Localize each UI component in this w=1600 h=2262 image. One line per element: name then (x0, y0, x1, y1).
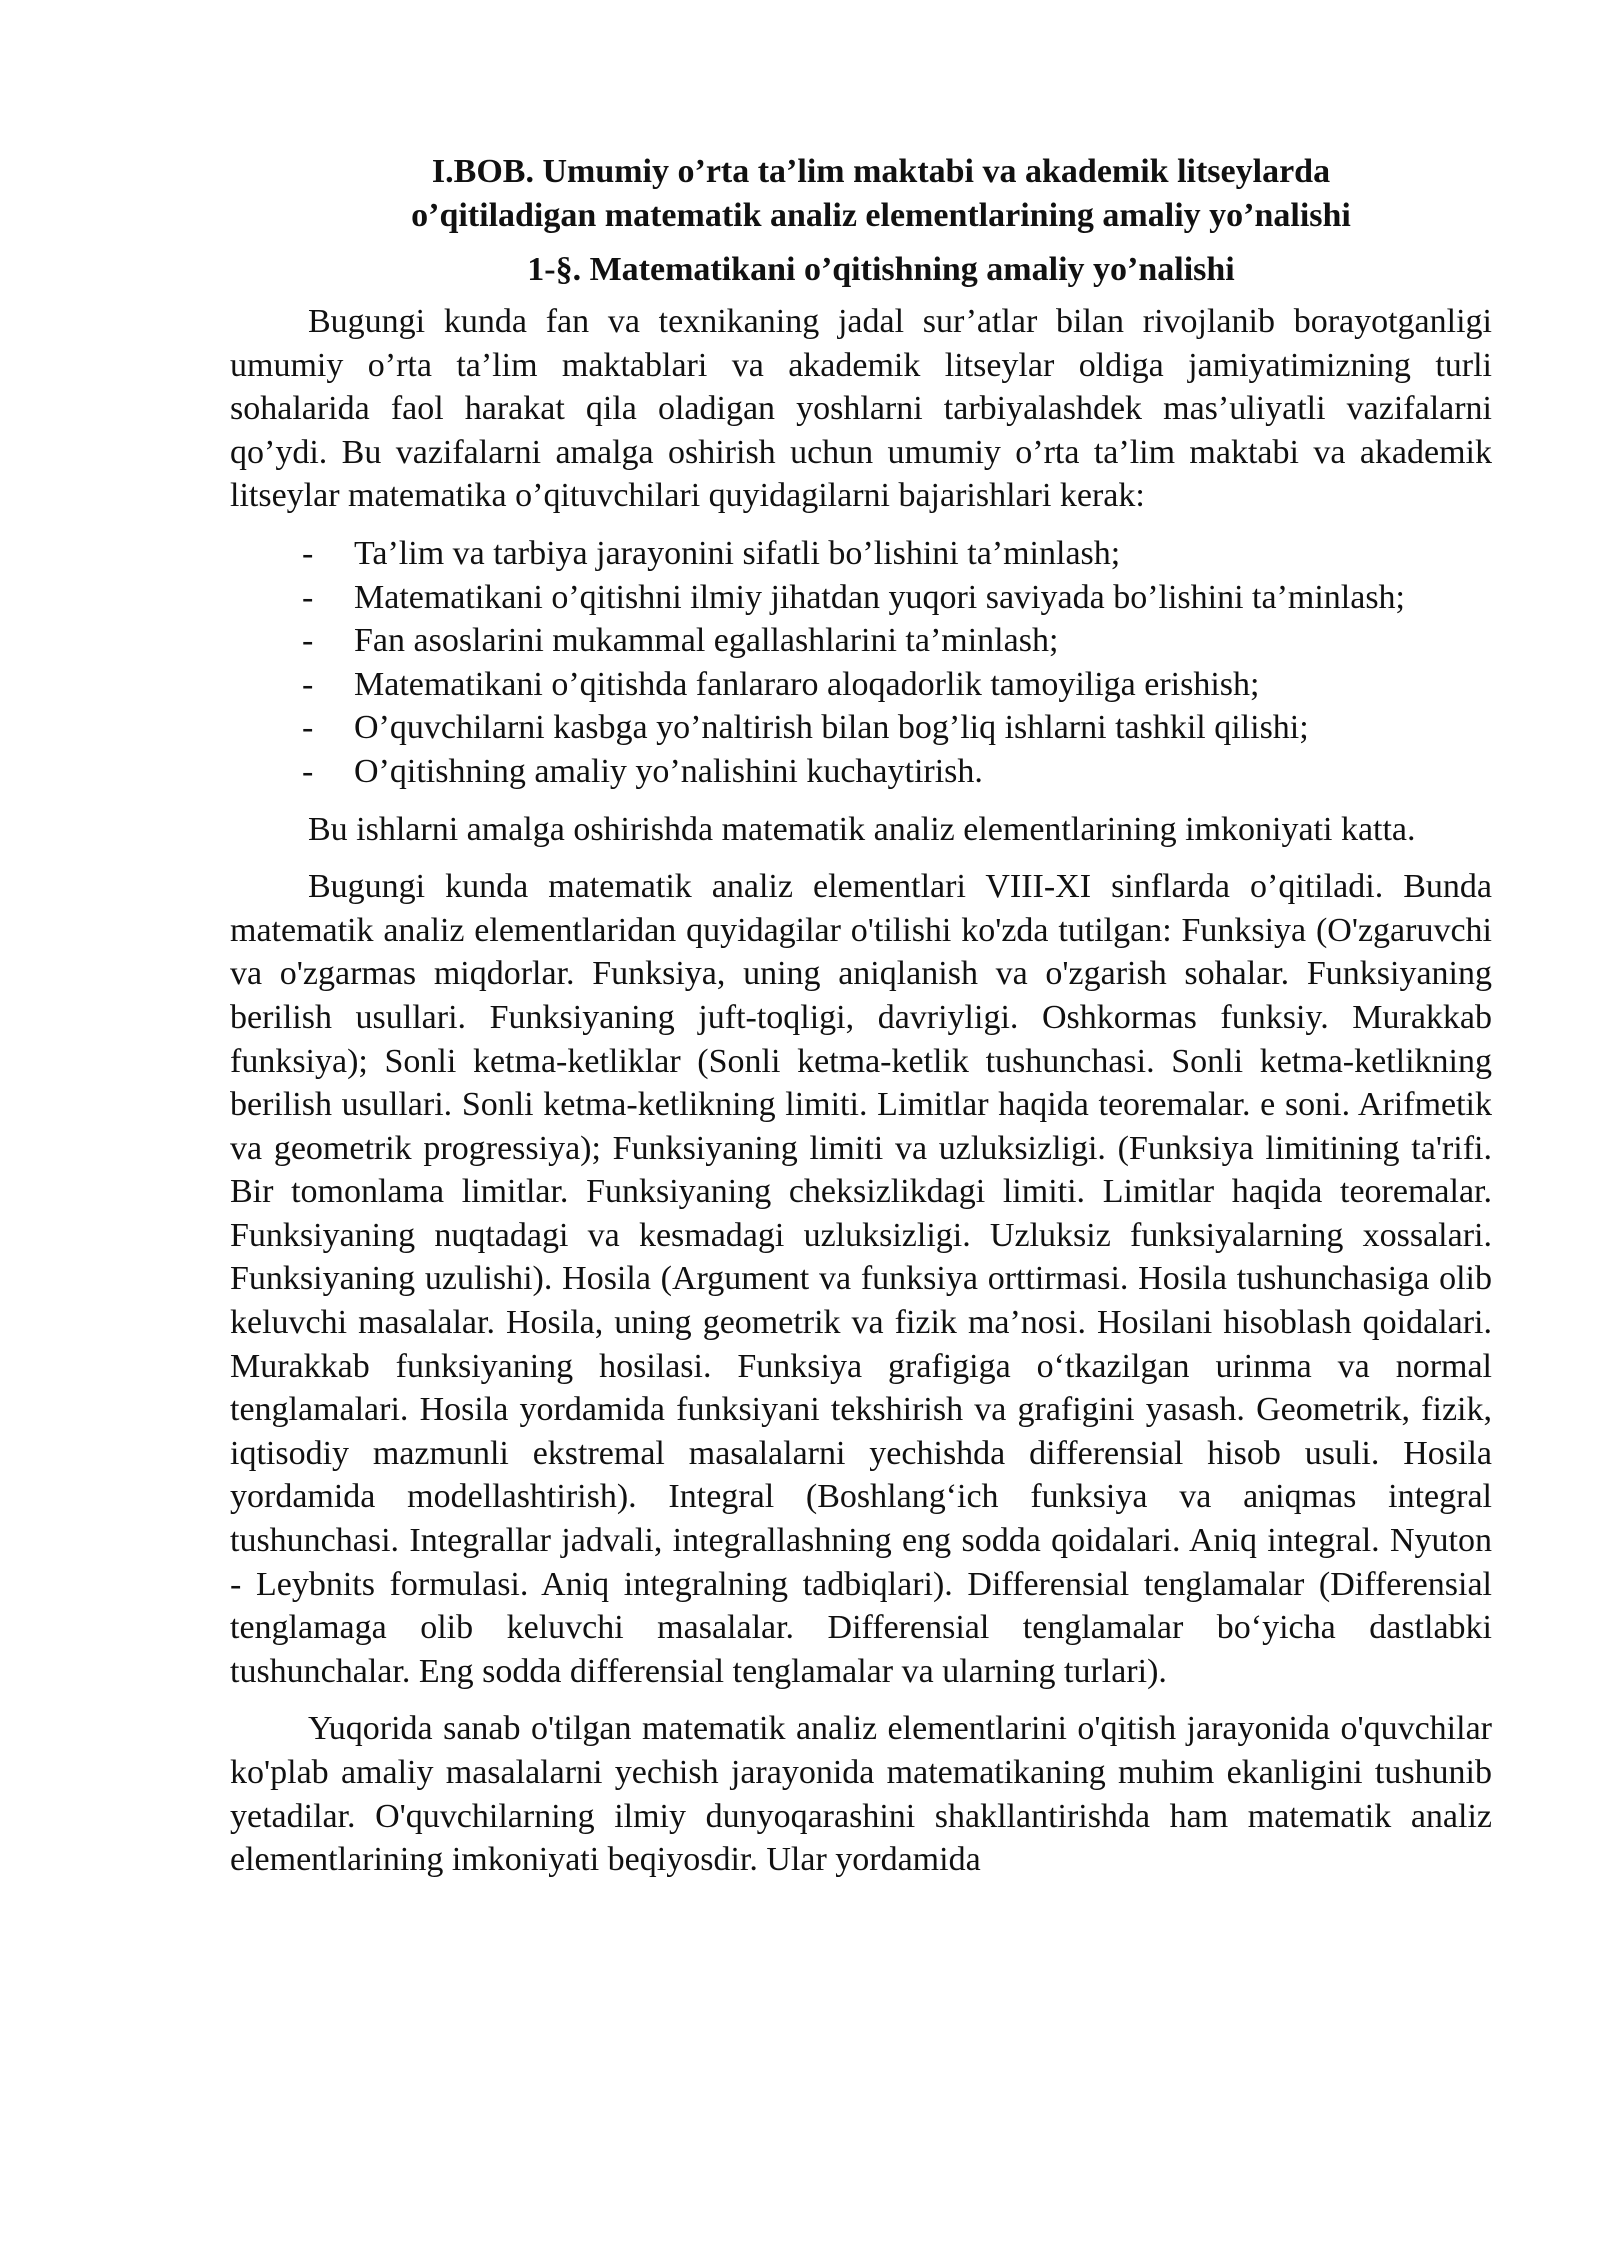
list-dash: - (302, 665, 314, 703)
paragraph-opportunity: Bu ishlarni amalga oshirishda matematik analiz elementlarining imkoniyati katta. (308, 810, 1416, 848)
list-item (302, 706, 1492, 750)
chapter-title (230, 150, 1492, 238)
chapter-title-line-1: I.BOB. Umumiy o’rta ta’lim maktabi va akademik litseylarda (431, 153, 1331, 190)
paragraph-curriculum: Bugungi kunda matematik analiz elementlari VIII-XI sinflarda o’qitiladi. Bunda matematik analiz elementlaridan quyidagilar o'tilishi ko'zda tutilgan: Funksiya (O'zgaruvchi va o'zgarmas miqdorlar. Funksiya, uning aniqlanish va o'zgarish sohalar. Funksiyaning berilish usullari. Funksiyaning juft-toqligi, davriyligi. Oshkormas funksiy. Murakkab funksiya); Sonli ketma-ketliklar (Sonli ketma-ketlik tushunchasi. Sonli ketma-ketlikning berilish usullari. Sonli ketma-ketlikning limiti. Limitlar haqida teoremalar. e soni. Arifmetik va geometrik progressiya); Funksiyaning limiti va uzluksizligi. (Funksiya limitining ta'rifi. Bir tomonlama limitlar. Funksiyaning cheksizlikdagi limiti. Limitlar haqida teoremalar. Funksiyaning nuqtadagi va kesmadagi uzluksizligi. Uzluksiz funksiyalarning xossalari. Funksiyaning uzulishi). Hosila (Argument va funksiya orttirmasi. Hosila tushunchasiga olib keluvchi masalalar. Hosila, uning geometrik va fizik ma’nosi. Hosilani hisoblash qoidalari. Murakkab funksiyaning hosilasi. Funksiya grafigiga o‘tkazilgan urinma va normal tenglamalari. Hosila yordamida funksiyani tekshirish va grafigini yasash. Geometrik, fizik, iqtisodiy mazmunli ekstremal masalalarni yechishda differensial hisob usuli. Hosila yordamida modellashtirish). Integral (Boshlang‘ich funksiya va aniqmas integral tushunchasi. Integrallar jadvali, integrallashning eng sodda qoidalari. Aniq integral. Nyuton - Leybnits formulasi. Aniq integralning tadbiqlari). Differensial tenglamalar (Differensial tenglamaga olib keluvchi masalalar. Differensial tenglamalar bo‘yicha dastlabki tushunchalar. Eng sodda differensial tenglamalar va ularning turlari). (230, 868, 1492, 1690)
list-item (302, 576, 1492, 620)
section-title: 1-§. Matematikani o’qitishning amaliy yo’nalishi (527, 251, 1235, 288)
list-item-text: O’qitishning amaliy yo’nalishini kuchaytirish. (354, 752, 983, 790)
chapter-title-line-2: o’qitiladigan matematik analiz elementlarining amaliy yo’nalishi (411, 197, 1351, 234)
task-list (230, 532, 1492, 794)
list-dash: - (302, 534, 314, 572)
list-item-text: Fan asoslarini mukammal egallashlarini ta’minlash; (354, 622, 1059, 660)
list-dash: - (302, 622, 314, 660)
paragraph-intro: Bugungi kunda fan va texnikaning jadal sur’atlar bilan rivojlanib borayotganligi umumiy o’rta ta’lim maktablari va akademik litseylar oldiga jamiyatimizning turli sohalarida faol harakat qila oladigan yoshlarni tarbiyalashdek mas’uliyatli vazifalarni qo’ydi. Bu vazifalarni amalga oshirish uchun umumiy o’rta ta’lim maktabi va akademik litseylar matematika o’qituvchilari quyidagilarni bajarishlari kerak: (230, 303, 1492, 515)
list-item-text: Matematikani o’qitishni ilmiy jihatdan yuqori saviyada bo’lishini ta’minlash; (354, 578, 1405, 616)
list-item (302, 750, 1492, 794)
list-dash: - (302, 752, 314, 790)
list-item-text: O’quvchilarni kasbga yo’naltirish bilan bog’liq ishlarni tashkil qilishi; (354, 709, 1309, 747)
list-dash: - (302, 709, 314, 747)
list-item (302, 663, 1492, 707)
list-item-text: Ta’lim va tarbiya jarayonini sifatli bo’lishini ta’minlash; (354, 534, 1121, 572)
list-item-text: Matematikani o’qitishda fanlararo aloqadorlik tamoyiliga erishish; (354, 665, 1260, 703)
document-page (230, 150, 1492, 1882)
list-item (302, 532, 1492, 576)
list-item (302, 619, 1492, 663)
list-dash: - (302, 578, 314, 616)
paragraph-conclusion: Yuqorida sanab o'tilgan matematik analiz elementlarini o'qitish jarayonida o'quvchilar ko'plab amaliy masalalarni yechish jarayonida matematikaning muhim ekanligini tushunib yetadilar. O'quvchilarning ilmiy dunyoqarashini shakllantirishda ham matematik analiz elementlarining imkoniyati beqiyosdir. Ular yordamida (230, 1710, 1492, 1879)
